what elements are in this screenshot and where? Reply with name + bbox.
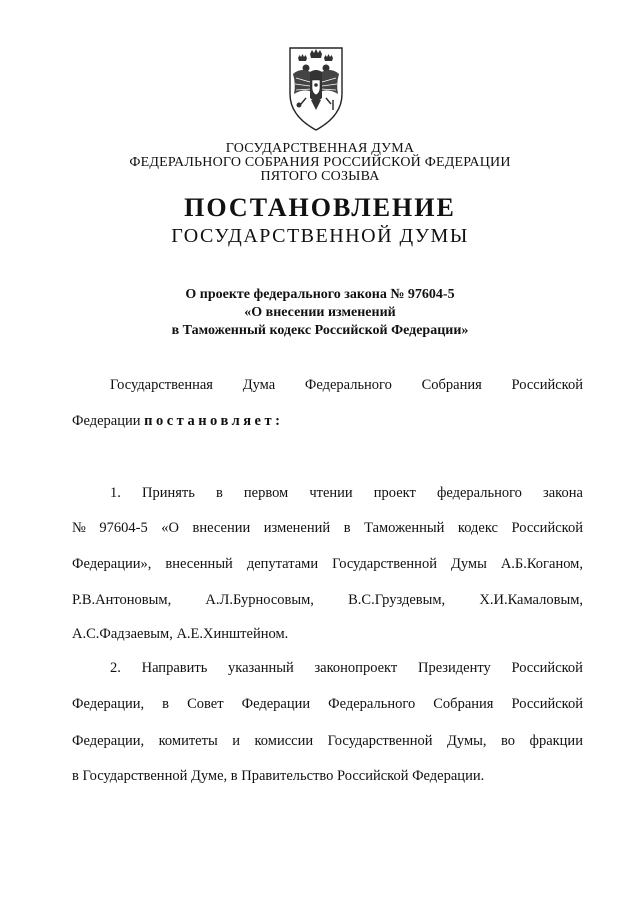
- word: Направить: [141, 660, 208, 676]
- word: Федерации,: [72, 733, 145, 749]
- word: 2.: [110, 660, 121, 676]
- word: кодекс: [457, 520, 498, 536]
- word: указанный: [228, 660, 294, 676]
- word: в: [343, 520, 351, 536]
- word: Федерации,: [72, 696, 145, 712]
- word: Российской: [511, 696, 583, 712]
- word: Федерального: [328, 696, 416, 712]
- item2-line-2: [72, 696, 583, 713]
- item1-line-1: [110, 485, 583, 502]
- word: «О: [161, 520, 179, 536]
- subject-line-2: «О внесении изменений: [244, 305, 396, 320]
- subject-line-1: О проекте федерального закона № 97604-5: [185, 287, 455, 302]
- item1-line-5: А.С.Фадзаевым, А.Е.Хинштейном.: [72, 626, 289, 642]
- word: внесении: [192, 520, 251, 536]
- org-line-1: ГОСУДАРСТВЕННАЯ ДУМА: [225, 141, 415, 156]
- word: комитеты: [158, 733, 218, 749]
- item2-line-1: [110, 660, 583, 677]
- word: федерального: [436, 485, 522, 501]
- word: закона: [543, 485, 583, 501]
- document-title: ПОСТАНОВЛЕНИЕ: [184, 193, 456, 222]
- word: Принять: [141, 485, 195, 501]
- word: Х.И.Камаловым,: [479, 592, 583, 608]
- word: Дума: [242, 377, 276, 393]
- word: депутатами: [246, 556, 319, 572]
- word: Собрания: [421, 377, 482, 393]
- word: в: [215, 485, 223, 501]
- word: Российской: [511, 377, 583, 393]
- word: А.Л.Бурносовым,: [205, 592, 314, 608]
- document-subtitle: ГОСУДАРСТВЕННОЙ ДУМЫ: [171, 225, 469, 247]
- word: изменений: [263, 520, 331, 536]
- decree-verb: постановляет:: [144, 413, 284, 429]
- word: №: [72, 520, 86, 536]
- word: во: [501, 733, 516, 749]
- word: Совет: [187, 696, 224, 712]
- word: 97604-5: [99, 520, 148, 536]
- word: Российской: [511, 520, 583, 536]
- word: и: [232, 733, 240, 749]
- word: Президенту: [417, 660, 491, 676]
- item1-line-3: [72, 556, 583, 573]
- word: законопроект: [314, 660, 398, 676]
- word: в: [162, 696, 170, 712]
- org-line-3: ПЯТОГО СОЗЫВА: [260, 169, 380, 184]
- word: Собрания: [433, 696, 494, 712]
- word: Государственная: [110, 377, 213, 393]
- word: Федерального: [304, 377, 392, 393]
- word: Федерации: [241, 696, 311, 712]
- item2-line-4: в Государственной Думе, в Правительство Российской Федерации.: [72, 768, 485, 784]
- preamble-prefix: Федерации: [72, 413, 145, 429]
- word: Таможенный: [364, 520, 445, 536]
- subject-line-3: в Таможенный кодекс Российской Федерации»: [171, 323, 469, 338]
- word: Российской: [511, 660, 583, 676]
- word: Государственной: [332, 556, 437, 572]
- word: комиссии: [254, 733, 314, 749]
- russian-coat-of-arms-icon: [284, 44, 348, 134]
- word: Государственной: [327, 733, 433, 749]
- word: 1.: [110, 485, 121, 501]
- word: Федерации»,: [72, 556, 152, 572]
- word: первом: [243, 485, 289, 501]
- item1-line-2: [72, 520, 583, 537]
- word: чтении: [309, 485, 353, 501]
- word: Думы: [450, 556, 487, 572]
- word: А.Б.Коганом,: [500, 556, 583, 572]
- word: Думы,: [447, 733, 487, 749]
- word: внесенный: [165, 556, 233, 572]
- word: Р.В.Антоновым,: [72, 592, 172, 608]
- preamble-line-2: [72, 413, 583, 430]
- org-line-2: ФЕДЕРАЛЬНОГО СОБРАНИЯ РОССИЙСКОЙ ФЕДЕРАЦИИ: [129, 155, 511, 170]
- item1-line-4: [72, 592, 583, 609]
- preamble-line-1: [110, 377, 583, 394]
- word: проект: [373, 485, 416, 501]
- word: фракции: [529, 733, 583, 749]
- item2-line-3: [72, 733, 583, 750]
- word: В.С.Груздевым,: [348, 592, 446, 608]
